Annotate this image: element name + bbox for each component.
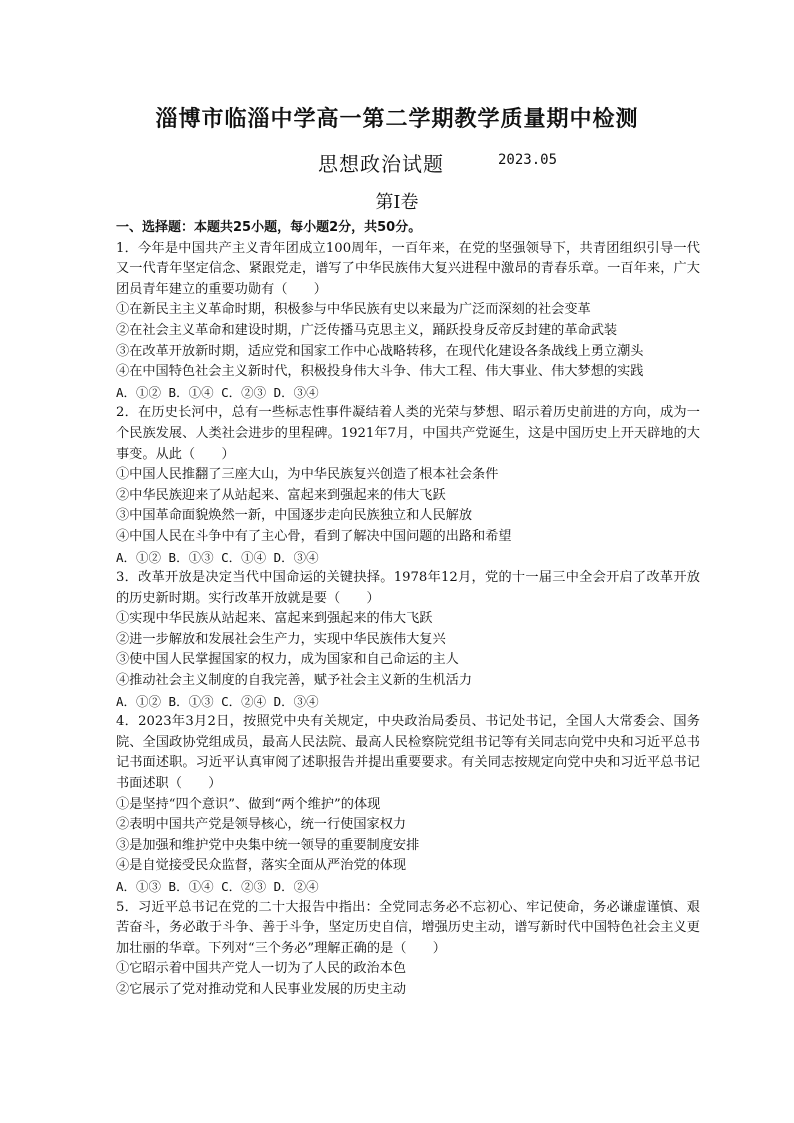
question-option: ②它展示了党对推动党和人民事业发展的历史主动 <box>116 981 407 997</box>
question-option: ②在社会主义革命和建设时期，广泛传播马克思主义，踊跃投身反帝反封建的革命武装 <box>116 322 618 338</box>
question-option: ④在中国特色社会主义新时代，积极投身伟大斗争、伟大工程、伟大事业、伟大梦想的实践 <box>116 364 644 380</box>
question-stem: 2．在历史长河中，总有一些标志性事件凝结着人类的光荣与梦想、昭示着历史前进的方向，成为一个民族发展、人类社会进步的里程碑。1921年7月，中国共产党诞生，这是中国历史上开天辟地的大事变。从此（ ） <box>116 405 700 462</box>
exam-title: 淄博市临淄中学高一第二学期教学质量期中检测 <box>155 106 639 132</box>
exam-date: 2023.05 <box>498 152 558 168</box>
question-option: ②表明中国共产党是领导核心，统一行使国家权力 <box>116 817 407 833</box>
question-option: ①中国人民推翻了三座大山，为中华民族复兴创造了根本社会条件 <box>116 467 499 483</box>
question-option: ④推动社会主义制度的自我完善，赋予社会主义新的生机活力 <box>116 673 473 689</box>
answer-choices: A．①② B．①③ C．②④ D．③④ <box>116 693 319 709</box>
question-option: ③使中国人民掌握国家的权力，成为国家和自己命运的主人 <box>116 652 459 668</box>
question-stem: 5．习近平总书记在党的二十大报告中指出：全党同志务必不忘初心、牢记使命，务必谦虚谨慎、艰苦奋斗，务必敢于斗争、善于斗争，坚定历史自信，增强历史主动，谱写新时代中国特色社会主义更加壮丽的华章。下列对“三个务必”理解正确的是（ ） <box>116 899 700 956</box>
question-option: ③在改革开放新时期，适应党和国家工作中心战略转移，在现代化建设各条战线上勇立潮头 <box>116 343 644 359</box>
question-option: ①实现中华民族从站起来、富起来到强起来的伟大飞跃 <box>116 611 433 627</box>
question-option: ①是坚持“四个意识”、做到“两个维护”的体现 <box>116 796 381 812</box>
question-option: ②进一步解放和发展社会生产力，实现中华民族伟大复兴 <box>116 631 446 647</box>
answer-choices: A．①② B．①③ C．①④ D．③④ <box>116 549 319 565</box>
question-1 <box>116 239 700 404</box>
question-stem: 3．改革开放是决定当代中国命运的关键抉择。1978年12月，党的十一届三中全会开启了改革开放的历史新时期。实行改革开放就是要（ ） <box>116 570 700 606</box>
question-2 <box>116 403 700 568</box>
question-option: ①它昭示着中国共产党人一切为了人民的政治本色 <box>116 961 407 977</box>
subtitle-row <box>0 148 794 178</box>
exam-subject: 思想政治试题 <box>318 152 444 176</box>
question-list <box>116 218 700 1001</box>
question-stem: 1．今年是中国共产主义青年团成立100周年，一百年来，在党的坚强领导下，共青团组织引导一代又一代青年坚定信念、紧跟党走，谱写了中华民族伟大复兴进程中激昂的青春乐章。一百年来，广大团员青年建立的重要功勋有（ ） <box>116 240 700 297</box>
question-option: ③是加强和维护党中央集中统一领导的重要制度安排 <box>116 837 420 853</box>
question-stem: 4．2023年3月2日，按照党中央有关规定，中央政治局委员、书记处书记，全国人大常委会、国务院、全国政协党组成员，最高人民法院、最高人民检察院党组书记等有关同志向党中央和习近平总书记书面述职。习近平认真审阅了述职报告并提出重要要求。有关同志按规定向党中央和习近平总书记书面述职（ ） <box>116 714 700 792</box>
answer-choices: A．①③ B．①④ C．②③ D．②④ <box>116 879 319 894</box>
question-option: ②中华民族迎来了从站起来、富起来到强起来的伟大飞跃 <box>116 487 446 503</box>
question-option: ④中国人民在斗争中有了主心骨，看到了解决中国问题的出路和希望 <box>116 528 512 544</box>
question-option: ①在新民主主义革命时期，积极参与中华民族有史以来最为广泛而深刻的社会变革 <box>116 302 591 318</box>
answer-choices: A．①② B．①④ C．②③ D．③④ <box>116 384 319 400</box>
question-option: ③中国革命面貌焕然一新，中国逐步走向民族独立和人民解放 <box>116 508 473 524</box>
question-4 <box>116 712 700 897</box>
question-5 <box>116 898 700 1001</box>
section-heading: 一、选择题：本题共25小题，每小题2分，共50分。 <box>116 220 422 235</box>
volume-heading: 第Ⅰ卷 <box>375 192 419 213</box>
question-3 <box>116 568 700 712</box>
question-option: ④是自觉接受民众监督，落实全面从严治党的体现 <box>116 858 407 874</box>
